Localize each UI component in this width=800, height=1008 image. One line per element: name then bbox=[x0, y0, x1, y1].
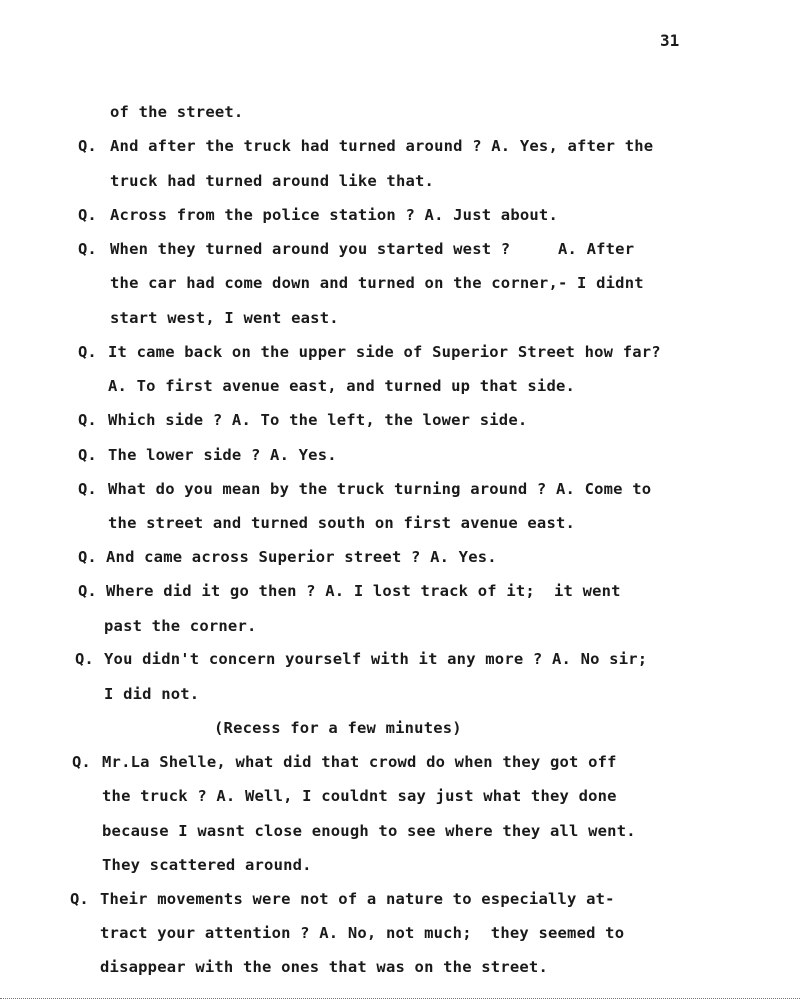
transcript-line: They scattered around. bbox=[102, 856, 312, 874]
transcript-line: the truck ? A. Well, I couldnt say just what they done bbox=[102, 787, 617, 805]
transcript-line: And after the truck had turned around ? A. Yes, after the bbox=[110, 137, 654, 155]
transcript-line: truck had turned around like that. bbox=[110, 172, 435, 190]
transcript-line: Mr.La Shelle, what did that crowd do when they got off bbox=[102, 753, 617, 771]
transcript-line: the car had come down and turned on the corner,- I didnt bbox=[110, 274, 644, 292]
question-marker: Q. bbox=[70, 890, 89, 908]
transcript-line: What do you mean by the truck turning around ? A. Come to bbox=[108, 480, 652, 498]
transcript-line: start west, I went east. bbox=[110, 309, 339, 327]
transcript-line: The lower side ? A. Yes. bbox=[108, 446, 337, 464]
transcript-line: Across from the police station ? A. Just about. bbox=[110, 206, 558, 224]
transcript-line: Which side ? A. To the left, the lower side. bbox=[108, 411, 528, 429]
question-marker: Q. bbox=[78, 480, 97, 498]
transcript-line: A. To first avenue east, and turned up that side. bbox=[108, 377, 576, 395]
question-marker: Q. bbox=[78, 582, 97, 600]
transcript-line: the street and turned south on first avenue east. bbox=[108, 514, 576, 532]
question-marker: Q. bbox=[78, 240, 97, 258]
transcript-line: past the corner. bbox=[104, 617, 257, 635]
question-marker: Q. bbox=[78, 548, 97, 566]
transcript-line: Their movements were not of a nature to especially at- bbox=[100, 890, 615, 908]
transcript-line: of the street. bbox=[110, 103, 244, 121]
question-marker: Q. bbox=[78, 206, 97, 224]
question-marker: Q. bbox=[72, 753, 91, 771]
transcript-line: disappear with the ones that was on the street. bbox=[100, 958, 548, 976]
page-edge-divider bbox=[0, 998, 800, 999]
recess-note: (Recess for a few minutes) bbox=[214, 719, 462, 737]
transcript-line: When they turned around you started west ? A. After bbox=[110, 240, 635, 258]
question-marker: Q. bbox=[78, 137, 97, 155]
transcript-line: You didn't concern yourself with it any more ? A. No sir; bbox=[104, 650, 648, 668]
question-marker: Q. bbox=[78, 411, 97, 429]
transcript-line: tract your attention ? A. No, not much; they seemed to bbox=[100, 924, 625, 942]
transcript-line: I did not. bbox=[104, 685, 200, 703]
question-marker: Q. bbox=[78, 343, 97, 361]
question-marker: Q. bbox=[78, 446, 97, 464]
question-marker: Q. bbox=[75, 650, 94, 668]
transcript-line: Where did it go then ? A. I lost track of it; it went bbox=[106, 582, 621, 600]
transcript-line: And came across Superior street ? A. Yes. bbox=[106, 548, 497, 566]
transcript-line: It came back on the upper side of Superior Street how far? bbox=[108, 343, 661, 361]
page-number: 31 bbox=[660, 31, 680, 50]
transcript-line: because I wasnt close enough to see where they all went. bbox=[102, 822, 636, 840]
